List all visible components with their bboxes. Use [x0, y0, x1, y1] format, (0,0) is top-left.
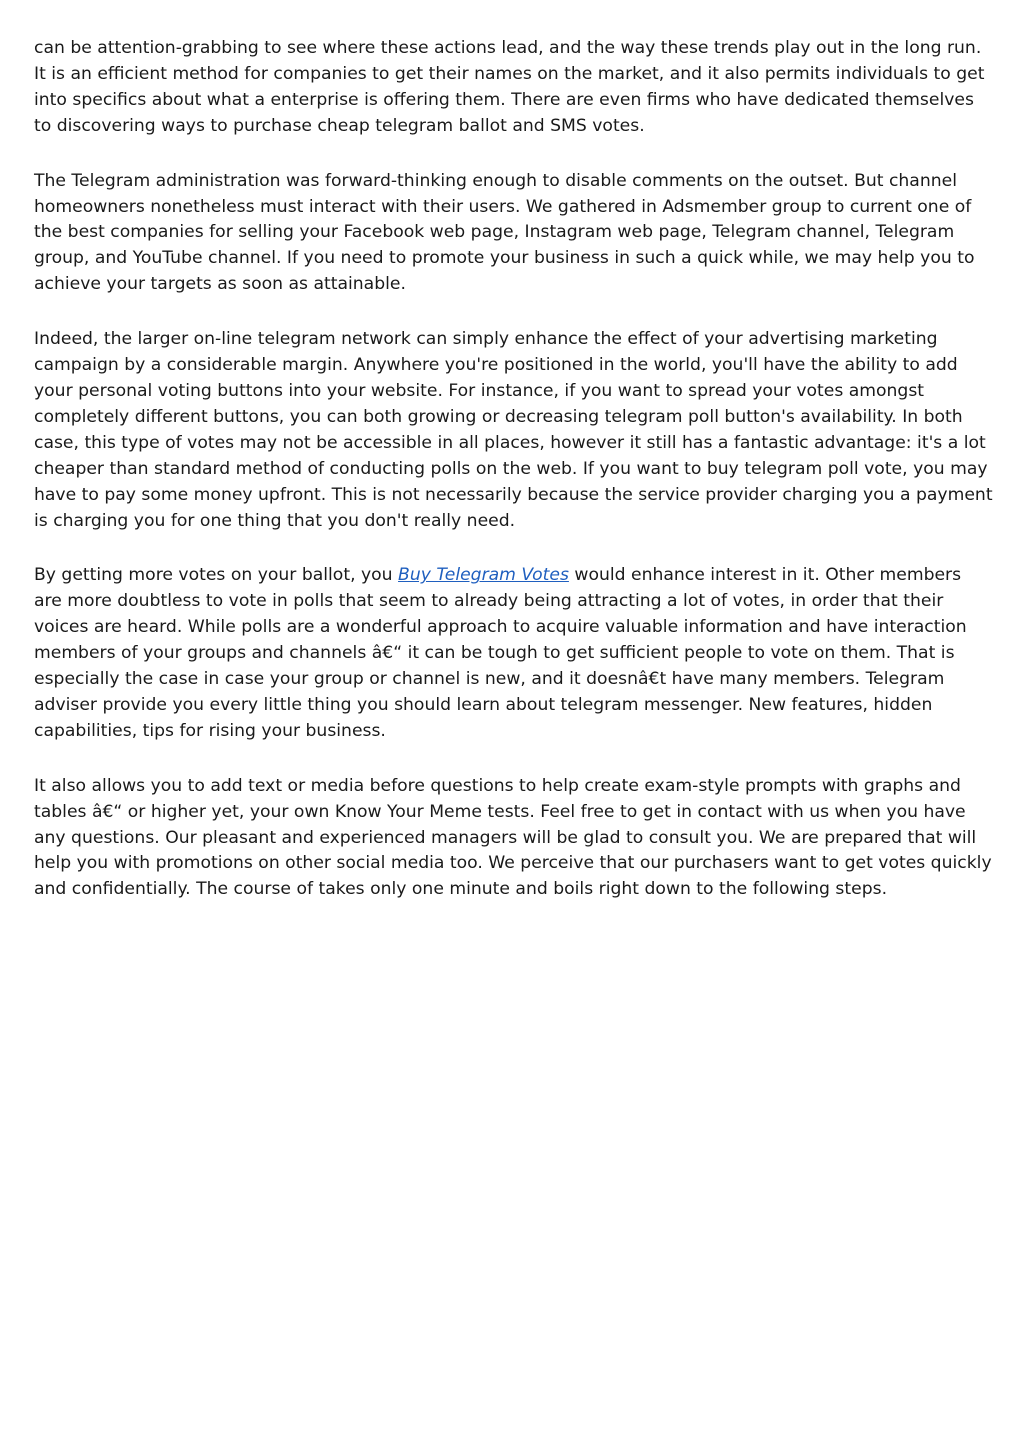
buy-telegram-votes-link[interactable]: Buy Telegram Votes [398, 565, 569, 586]
paragraph-4-text-after-link: would enhance interest in it. Other members are more doubtless to vote in polls that seem to already being attracting a lot of votes, in order that their voices are heard. While polls are a wonderful approach to acquire valuable information and have interaction members of your groups and channels â€“ it can be tough to get sufficient people to vote on them. That is especially the case in case your group or channel is new, and it doesnâ€t have many members. Telegram adviser provide you every little thing you should learn about telegram messenger. New features, hidden capabilities, tips for rising your business. [34, 565, 967, 741]
paragraph-2: The Telegram administration was forward-thinking enough to disable comments on the outset. But channel homeowners nonetheless must interact with their users. We gathered in Adsmember group to current one of the best companies for selling your Facebook web page, Instagram web page, Telegram channel, Telegram group, and YouTube channel. If you need to promote your business in such a quick while, we may help you to achieve your targets as soon as attainable. [34, 170, 975, 295]
paragraph-3: Indeed, the larger on-line telegram network can simply enhance the effect of your advertising marketing campaign by a considerable margin. Anywhere you're positioned in the world, you'll have the ability to add your personal voting buttons into your website. For instance, if you want to spread your votes amongst completely different buttons, you can both growing or decreasing telegram poll button's availability. In both case, this type of votes may not be accessible in all places, however it still has a fantastic advantage: it's a lot cheaper than standard method of conducting polls on the web. If you want to buy telegram poll vote, you may have to pay some money upfront. This is not necessarily because the service provider charging you a payment is charging you for one thing that you don't really need. [34, 329, 993, 531]
paragraph-5: It also allows you to add text or media before questions to help create exam-style prompts with graphs and tables â€“ or higher yet, your own Know Your Meme tests. Feel free to get in contact with us when you have any questions. Our pleasant and experienced managers will be glad to consult you. We are prepared that will help you with promotions on other social media too. We perceive that our purchasers want to get votes quickly and confidentially. The course of takes only one minute and boils right down to the following steps. [34, 775, 992, 900]
paragraph-4-text-before-link: By getting more votes on your ballot, you [34, 565, 399, 586]
paragraph-4 [34, 563, 994, 744]
paragraph-1: can be attention-grabbing to see where these actions lead, and the way these trends play out in the long run. It is an efficient method for companies to get their names on the market, and it also permits individuals to get into specifics about what a enterprise is offering them. There are even firms who have dedicated themselves to discovering ways to purchase cheap telegram ballot and SMS votes. [34, 38, 985, 136]
article-body [34, 36, 994, 932]
